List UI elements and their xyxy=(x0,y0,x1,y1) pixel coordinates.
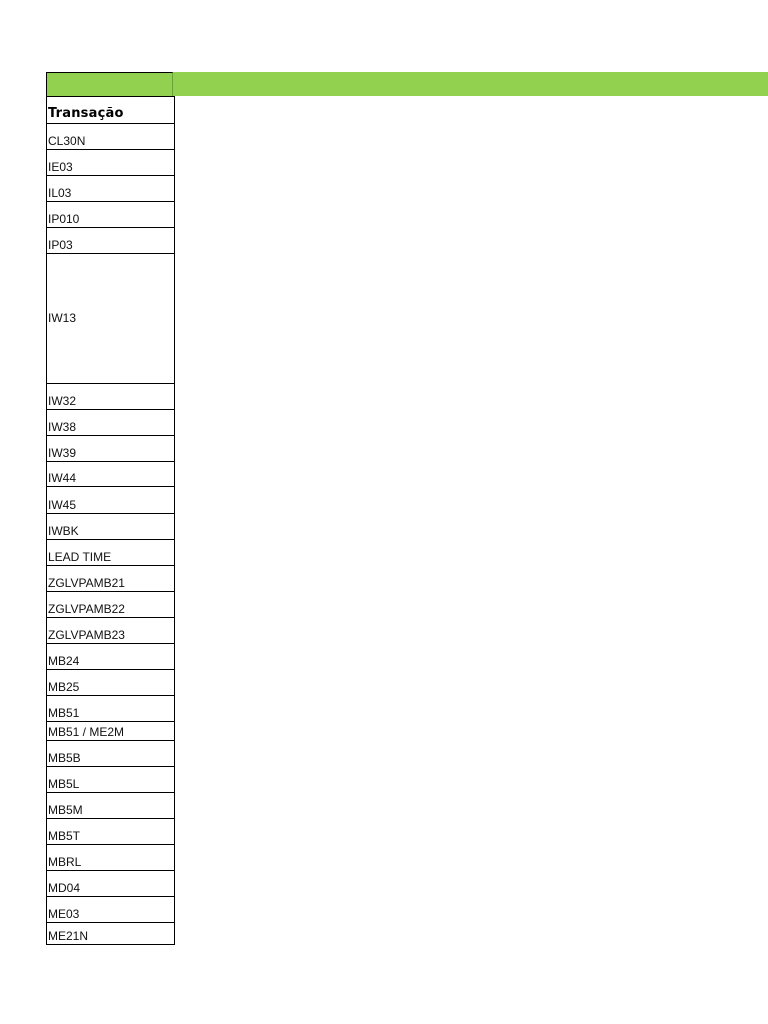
cell-text: IP010 xyxy=(48,212,80,226)
table-row[interactable] xyxy=(47,514,174,540)
cell-text: ZGLVPAMB23 xyxy=(48,628,125,642)
cell-text: IL03 xyxy=(48,186,72,200)
cell-text: IW39 xyxy=(48,446,77,460)
cell-text: MB51 xyxy=(48,706,80,720)
table-row[interactable] xyxy=(47,793,174,819)
cell-text: ZGLVPAMB22 xyxy=(48,602,125,616)
cell-text: ME21N xyxy=(48,929,89,943)
table-row[interactable] xyxy=(47,592,174,618)
cell-text: IW38 xyxy=(48,420,77,434)
cell-text: MB5M xyxy=(48,803,83,817)
column-header-cell[interactable] xyxy=(47,96,174,124)
table-row[interactable] xyxy=(47,176,174,202)
cell-text: MB24 xyxy=(48,654,80,668)
table-row[interactable] xyxy=(47,384,174,410)
cell-text: MBRL xyxy=(48,855,82,869)
table-row[interactable] xyxy=(47,845,174,871)
header-band xyxy=(46,72,768,96)
table-row[interactable] xyxy=(47,618,174,644)
table-row[interactable] xyxy=(47,150,174,176)
cell-text: ME03 xyxy=(48,907,80,921)
table-row[interactable] xyxy=(47,228,174,254)
table-row[interactable] xyxy=(47,487,174,514)
cell-text: IE03 xyxy=(48,160,73,174)
table-row[interactable] xyxy=(47,871,174,897)
cell-text: LEAD TIME xyxy=(48,550,112,564)
table-row[interactable] xyxy=(47,767,174,793)
cell-text: MB51 / ME2M xyxy=(48,725,125,739)
table-row[interactable] xyxy=(47,923,174,945)
table-row[interactable] xyxy=(47,410,174,436)
spreadsheet-column xyxy=(46,96,175,945)
table-row[interactable] xyxy=(47,741,174,767)
table-row[interactable] xyxy=(47,254,174,384)
cell-text: CL30N xyxy=(48,134,86,148)
table-row[interactable] xyxy=(47,436,174,462)
cell-text: IP03 xyxy=(48,238,73,252)
cell-text: MB5L xyxy=(48,777,80,791)
table-row[interactable] xyxy=(47,696,174,722)
cell-text: MD04 xyxy=(48,881,81,895)
cell-text: ZGLVPAMB21 xyxy=(48,576,125,590)
table-row[interactable] xyxy=(47,124,174,150)
column-header-label: Transação xyxy=(48,106,124,121)
table-row[interactable] xyxy=(47,819,174,845)
table-row[interactable] xyxy=(47,540,174,566)
cell-text: MB5T xyxy=(48,829,81,843)
cell-text: MB25 xyxy=(48,680,80,694)
cell-text: IW45 xyxy=(48,498,77,512)
cell-text: IWBK xyxy=(48,524,79,538)
cell-text: IW32 xyxy=(48,394,77,408)
cell-text: MB5B xyxy=(48,751,81,765)
cell-text: IW13 xyxy=(48,311,77,325)
header-band-column-a[interactable] xyxy=(46,72,173,96)
cell-text: IW44 xyxy=(48,471,77,485)
table-row[interactable] xyxy=(47,722,174,741)
table-row[interactable] xyxy=(47,462,174,487)
table-row[interactable] xyxy=(47,566,174,592)
table-row[interactable] xyxy=(47,897,174,923)
table-row[interactable] xyxy=(47,644,174,670)
table-row[interactable] xyxy=(47,202,174,228)
table-row[interactable] xyxy=(47,670,174,696)
